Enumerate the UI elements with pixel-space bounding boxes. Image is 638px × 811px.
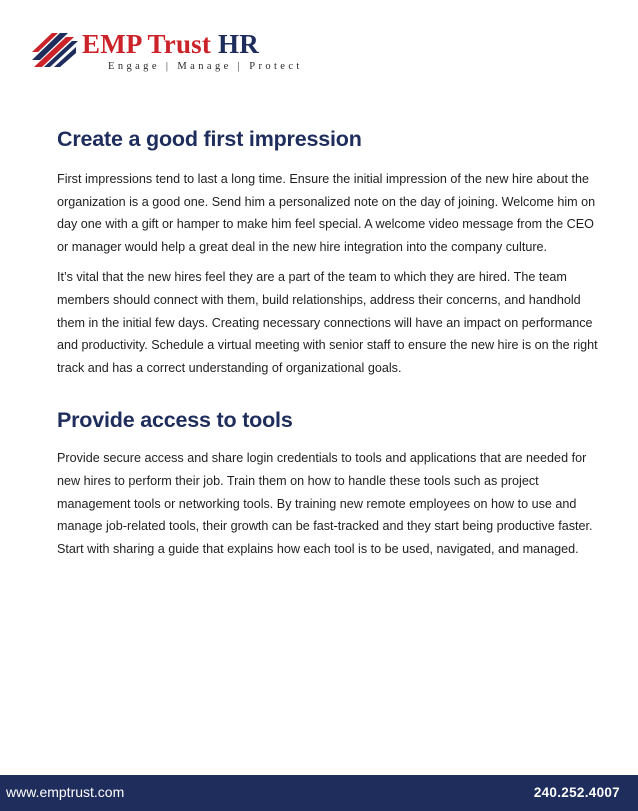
paragraph: Provide secure access and share login credentials to tools and applications that are needed for new hires to perform their job. Train them on how to handle these tools such as project management tools or networking tools. By training new remote employees on how to use and manage job-related tools, their growth can be fast-tracked and they start being productive faster. Start with sharing a guide that explains how each tool is to be used, navigated, and managed.: [57, 451, 593, 556]
section-heading-first-impression: Create a good first impression: [57, 127, 362, 151]
brand-tagline: Engage | Manage | Protect: [108, 61, 303, 72]
company-logo: [30, 28, 303, 74]
paragraph: First impressions tend to last a long time. Ensure the initial impression of the new hire about the organization is a good one. Send him a personalized note on the day of joining. Welcome him on day one with a gift or hamper to make him feel special. A welcome video message from the CEO or manager would help a great deal in the new hire integration into the company culture.: [57, 172, 596, 254]
paragraph: It’s vital that the new hires feel they are a part of the team to which they are hired. The team members should connect with them, build relationships, address their concerns, and handhold them in the initial few days. Creating necessary connections will have an impact on performance and productivity. Schedule a virtual meeting with senior staff to ensure the new hire is on the right track and has a correct understanding of organizational goals.: [57, 270, 598, 375]
main-content: [57, 124, 607, 560]
website-link[interactable]: www.emptrust.com: [6, 784, 125, 800]
phone-number[interactable]: 240.252.4007: [533, 785, 620, 800]
brand-name: EMP Trust HR: [82, 29, 259, 59]
section-heading-access-to-tools: Provide access to tools: [57, 408, 293, 433]
emp-trust-stripes-icon: [30, 30, 78, 70]
footer-bar: [0, 775, 638, 811]
